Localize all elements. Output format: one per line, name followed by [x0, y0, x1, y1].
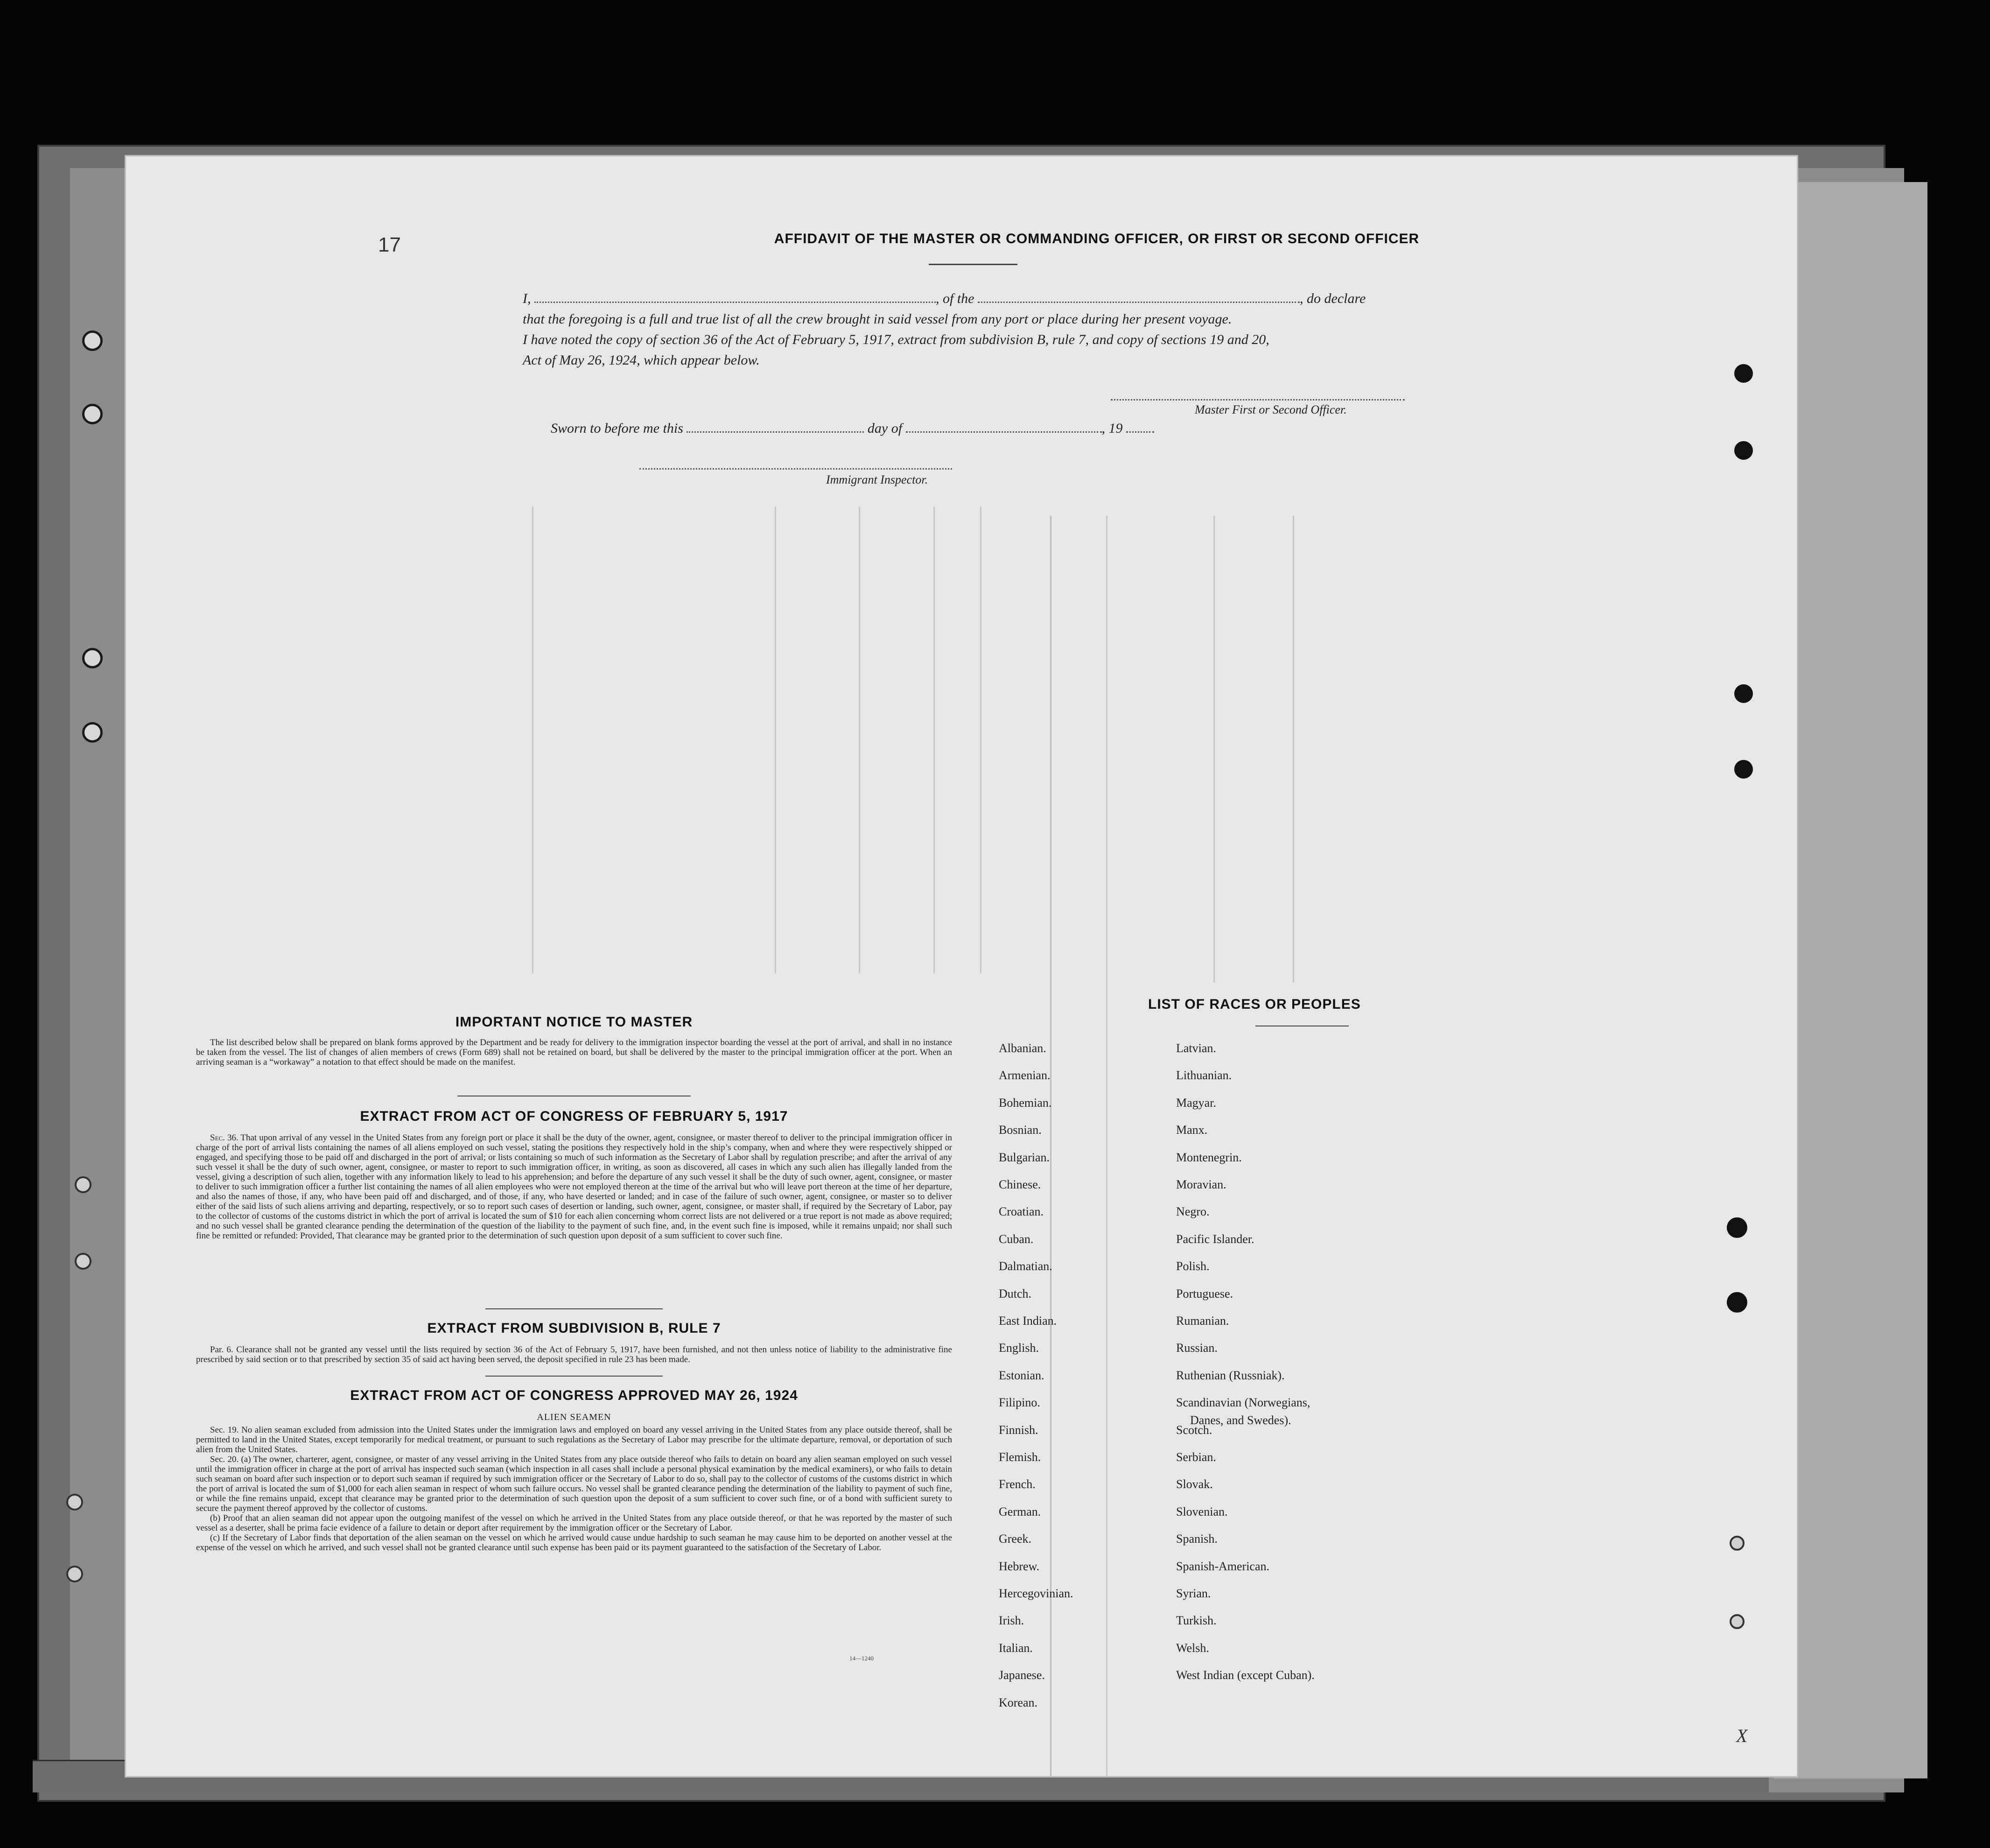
- sworn-prefix: Sworn to before me this: [551, 421, 683, 436]
- declarant-name-blank[interactable]: [534, 302, 936, 303]
- extract-rule7-title: EXTRACT FROM SUBDIVISION B, RULE 7: [427, 1321, 721, 1336]
- inspector-signature-line[interactable]: [639, 468, 952, 470]
- ghost-column-line: [980, 506, 981, 973]
- punch-hole-icon: [82, 648, 103, 668]
- punch-hole-icon: [66, 1494, 83, 1511]
- punch-hole-icon: [1734, 684, 1753, 703]
- race-item: Chinese.: [999, 1178, 1041, 1191]
- affidavit-line-1: [523, 291, 1366, 307]
- punch-hole-icon: [82, 330, 103, 351]
- race-item: Lithuanian.: [1176, 1068, 1232, 1082]
- race-item: English.: [999, 1341, 1039, 1355]
- ghost-column-line: [775, 506, 776, 973]
- race-item: French.: [999, 1477, 1036, 1491]
- extract-1917-text: [196, 1133, 952, 1241]
- race-item: East Indian.: [999, 1314, 1057, 1328]
- race-item: Slovenian.: [1176, 1504, 1228, 1518]
- master-signature-label: Master First or Second Officer.: [1195, 403, 1347, 416]
- corner-mark: X: [1736, 1725, 1748, 1746]
- race-item: Filipino.: [999, 1396, 1040, 1410]
- race-item: Finnish.: [999, 1423, 1038, 1437]
- vessel-name-blank[interactable]: [978, 302, 1300, 303]
- extract-1917-paragraph: That upon arrival of any vessel in the United States from any foreign port or place it shall be the duty of the owner, agent, consignee, or master thereof to deliver to the principal immigration officer in charge of the port of arrival lists containing the names of all aliens employed on such vessel, stating the positions they respectively hold in the ship’s company, when and where they were respectively shipped or engaged, and specifying those to be paid off and discharged in the port of arrival; or lists containing so much of such information as the Secretary of Labor shall by regulation prescribe; and after the arrival of any such vessel it shall be the duty of such owner, agent, consignee, or master to report to such immigration officer, in writing, as soon as discovered, all cases in which any such alien has illegally landed from the vessel, giving a description of such alien, together with any information likely to lead to his apprehension; and before the departure of any such vessel it shall be the duty of such owner, agent, consignee, or master to deliver to such immigration officer a further list containing the names of all alien employees who were not employed thereon at the time of the arrival but who will leave port thereon at the time of her departure, and also the names of those, if any, who have been paid off and discharged, and of those, if any, who have deserted or landed; and in case of the failure of such owner, agent, consignee, or master so to deliver either of the said lists of such aliens arriving and departing, respectively, or so to report such cases of desertion or landing, such owner, agent, consignee, or master shall, if required by the Secretary of Labor, pay to the collector of customs of the customs district in which the port of arrival is located the sum of $10 for each alien concerning whom correct lists are not delivered or a true report is not made as above required; and no such vessel shall be granted clearance pending the determination of the question of the liability to the payment of such fine, and, in the event such fine is imposed, while it remains unpaid; nor shall such fine be remitted or refunded: Provided, That clearance may be granted prior to the determination of such question upon deposit of a sum sufficient to cover such fine.: [196, 1133, 952, 1241]
- sec20b-paragraph: (b) Proof that an alien seaman did not appear upon the outgoing manifest of the vessel on which he arrived in the United States from any place outside thereof, or that he was reported by the master of such vessel as a deserter, shall be prima facie evidence of a failure to detain or deport after requirement by the immigration officer or the Secretary of Labor.: [196, 1513, 952, 1533]
- race-item: Hercegovinian.: [999, 1587, 1073, 1600]
- race-item: Manx.: [1176, 1123, 1208, 1137]
- of-the-label: , of the: [936, 291, 974, 306]
- race-item: Serbian.: [1176, 1450, 1216, 1464]
- punch-hole-icon: [1727, 1292, 1747, 1313]
- punch-hole-icon: [66, 1566, 83, 1582]
- ghost-column-line: [532, 506, 533, 973]
- race-item: Cuban.: [999, 1232, 1034, 1246]
- sec20c-paragraph: (c) If the Secretary of Labor finds that deportation of the alien seaman on the vessel on which he arrived would cause undue hardship to such seaman he may cause him to be deported on another vessel at the expense of the vessel on which he arrived, and such vessel shall not be granted clearance until such expense has been paid or its payment guaranteed to the satisfaction of the Secretary of Labor.: [196, 1533, 952, 1553]
- sec20a-paragraph: Sec. 20. (a) The owner, charterer, agent, consignee, or master of any vessel arriving in the United States from any place outside thereof who fails to detain on board any alien seaman employed on such vessel until the immigration officer in charge at the port of arrival has inspected such seaman (which inspection in all cases shall include a personal physical examination by the medical examiners), or who fails to detain such seaman on board after such inspection or to deport such seaman if required by such immigration officer or the Secretary of Labor to do so, shall pay to the collector of customs of the customs district in which the port of arrival is located the sum of $1,000 for each alien seaman in respect of whom such failure occurs. No vessel shall be granted clearance pending the determination of the liability to payment of such fine, or while the fine remains unpaid, except that clearance may be granted prior to the determination of such question upon the deposit of a sum sufficient to cover such fine, or of a bond with sufficient surety to secure the payment thereof approved by the collector of customs.: [196, 1455, 952, 1513]
- sworn-day-blank[interactable]: [687, 431, 864, 433]
- punch-hole-icon: [1730, 1536, 1745, 1551]
- punch-hole-icon: [82, 404, 103, 424]
- race-item: Latvian.: [1176, 1041, 1216, 1055]
- punch-hole-icon: [75, 1253, 91, 1270]
- race-item: Turkish.: [1176, 1614, 1217, 1628]
- alien-seamen-subtitle: ALIEN SEAMEN: [537, 1412, 611, 1422]
- race-item: Irish.: [999, 1614, 1024, 1628]
- race-item: Ruthenian (Russniak).: [1176, 1368, 1285, 1382]
- race-item: Albanian.: [999, 1041, 1046, 1055]
- race-item: Korean.: [999, 1695, 1038, 1709]
- ghost-column-line: [1213, 516, 1215, 983]
- declarant-prefix: I,: [523, 291, 531, 306]
- race-item: Pacific Islander.: [1176, 1232, 1254, 1246]
- punch-hole-icon: [82, 722, 103, 743]
- extract-rule7-paragraph: Par. 6. Clearance shall not be granted any vessel until the lists required by section 36 of the Act of February 5, 1917, have been furnished, and not then unless notice of liability to the administrative fine prescribed by said section or to that prescribed by section 35 of said act having been served, the deposit specified in rule 23 has been made.: [196, 1345, 952, 1364]
- affidavit-line-4: Act of May 26, 1924, which appear below.: [523, 352, 760, 368]
- race-item: West Indian (except Cuban).: [1176, 1668, 1315, 1682]
- extract-1924-title: EXTRACT FROM ACT OF CONGRESS APPROVED MAY 26, 1924: [350, 1388, 798, 1403]
- race-item: Spanish-American.: [1176, 1559, 1270, 1573]
- race-item: Rumanian.: [1176, 1314, 1229, 1328]
- race-item: Dalmatian.: [999, 1259, 1052, 1273]
- race-item: Bosnian.: [999, 1123, 1042, 1137]
- race-item: Negro.: [1176, 1205, 1210, 1219]
- punch-hole-icon: [1730, 1614, 1745, 1629]
- ghost-column-line: [859, 506, 860, 973]
- race-item: Hebrew.: [999, 1559, 1040, 1573]
- sworn-year-blank[interactable]: [1126, 431, 1154, 433]
- race-item: Montenegrin.: [1176, 1150, 1242, 1164]
- ghost-column-line: [933, 506, 935, 973]
- race-item: Italian.: [999, 1641, 1033, 1655]
- race-item: Bohemian.: [999, 1096, 1052, 1110]
- race-item: Greek.: [999, 1532, 1032, 1546]
- extract-rule7-text: [196, 1345, 952, 1364]
- notice-paragraph: The list described below shall be prepared on blank forms approved by the Department and be ready for delivery to the immigration inspector boarding the vessel at the port of arrival, and shall in no instance be taken from the vessel. The list of changes of alien members of crews (Form 689) shall not be retained on board, but shall be delivered by the master to the principal immigration officer at the port. When an arriving seaman is a “workaway” a notation to that effect should be made on the manifest.: [196, 1038, 952, 1067]
- affidavit-line-2: that the foregoing is a full and true list of all the crew brought in said vessel from any port or place during her present voyage.: [523, 311, 1232, 327]
- race-item: German.: [999, 1504, 1041, 1518]
- punch-hole-icon: [1727, 1217, 1747, 1238]
- form-number: 14—1240: [849, 1655, 874, 1662]
- race-item: Japanese.: [999, 1668, 1045, 1682]
- punch-hole-icon: [1734, 760, 1753, 779]
- extract-1924-text: [196, 1425, 952, 1553]
- race-item: Magyar.: [1176, 1096, 1216, 1110]
- races-title: LIST OF RACES OR PEOPLES: [1148, 997, 1361, 1012]
- title-underline: [929, 264, 1017, 265]
- race-item: Portuguese.: [1176, 1286, 1233, 1300]
- page-number-mark: 17: [378, 233, 401, 256]
- race-item: Moravian.: [1176, 1178, 1226, 1191]
- race-item: Syrian.: [1176, 1587, 1211, 1600]
- race-item: Slovak.: [1176, 1477, 1213, 1491]
- race-item: Flemish.: [999, 1450, 1041, 1464]
- race-item: Welsh.: [1176, 1641, 1209, 1655]
- punch-hole-icon: [1734, 364, 1753, 383]
- race-item: Russian.: [1176, 1341, 1218, 1355]
- sworn-day-label: day of: [867, 421, 903, 436]
- section-divider: [485, 1376, 663, 1377]
- affidavit-title: AFFIDAVIT OF THE MASTER OR COMMANDING OFFICER, OR FIRST OR SECOND OFFICER: [774, 231, 1420, 246]
- ghost-column-line: [1293, 516, 1294, 983]
- do-declare-label: , do declare: [1300, 291, 1366, 306]
- race-item: Spanish.: [1176, 1532, 1218, 1546]
- affidavit-line-3: I have noted the copy of section 36 of the Act of February 5, 1917, extract from subdivision B, rule 7, and copy of sections 19 and 20,: [523, 332, 1269, 347]
- document-sheet: [126, 156, 1797, 1776]
- race-item: Scandinavian (Norwegians,: [1176, 1396, 1310, 1410]
- race-item: Polish.: [1176, 1259, 1210, 1273]
- race-item: Dutch.: [999, 1286, 1032, 1300]
- race-item: Bulgarian.: [999, 1150, 1050, 1164]
- notice-title: IMPORTANT NOTICE TO MASTER: [455, 1014, 693, 1030]
- sec19-paragraph: Sec. 19. No alien seaman excluded from admission into the United States under the immigration laws and employed on board any vessel arriving in the United States from any place outside thereof, shall be permitted to land in the United States, except temporarily for medical treatment, or pursuant to such regulations as the Secretary of Labor may prescribe for the ultimate departure, removal, or deportation of such alien from the United States.: [196, 1425, 952, 1455]
- punch-hole-icon: [1734, 441, 1753, 460]
- ghost-column-line: [1106, 516, 1107, 1776]
- sworn-month-blank[interactable]: [906, 431, 1102, 433]
- sworn-line: [551, 421, 1154, 436]
- sworn-year-label: , 19: [1101, 421, 1123, 436]
- master-signature-line[interactable]: [1111, 399, 1405, 401]
- race-item: Croatian.: [999, 1205, 1044, 1219]
- race-item: Armenian.: [999, 1068, 1051, 1082]
- race-item: Scotch.: [1176, 1423, 1212, 1437]
- inspector-signature-label: Immigrant Inspector.: [826, 473, 928, 486]
- section-divider: [485, 1308, 663, 1309]
- section-label: Sec. 36.: [210, 1133, 238, 1143]
- notice-text: [196, 1038, 952, 1067]
- race-item: Estonian.: [999, 1368, 1044, 1382]
- race-item: Danes, and Swedes).: [1190, 1413, 1291, 1427]
- extract-1917-title: EXTRACT FROM ACT OF CONGRESS OF FEBRUARY 5, 1917: [360, 1109, 788, 1124]
- punch-hole-icon: [75, 1176, 91, 1193]
